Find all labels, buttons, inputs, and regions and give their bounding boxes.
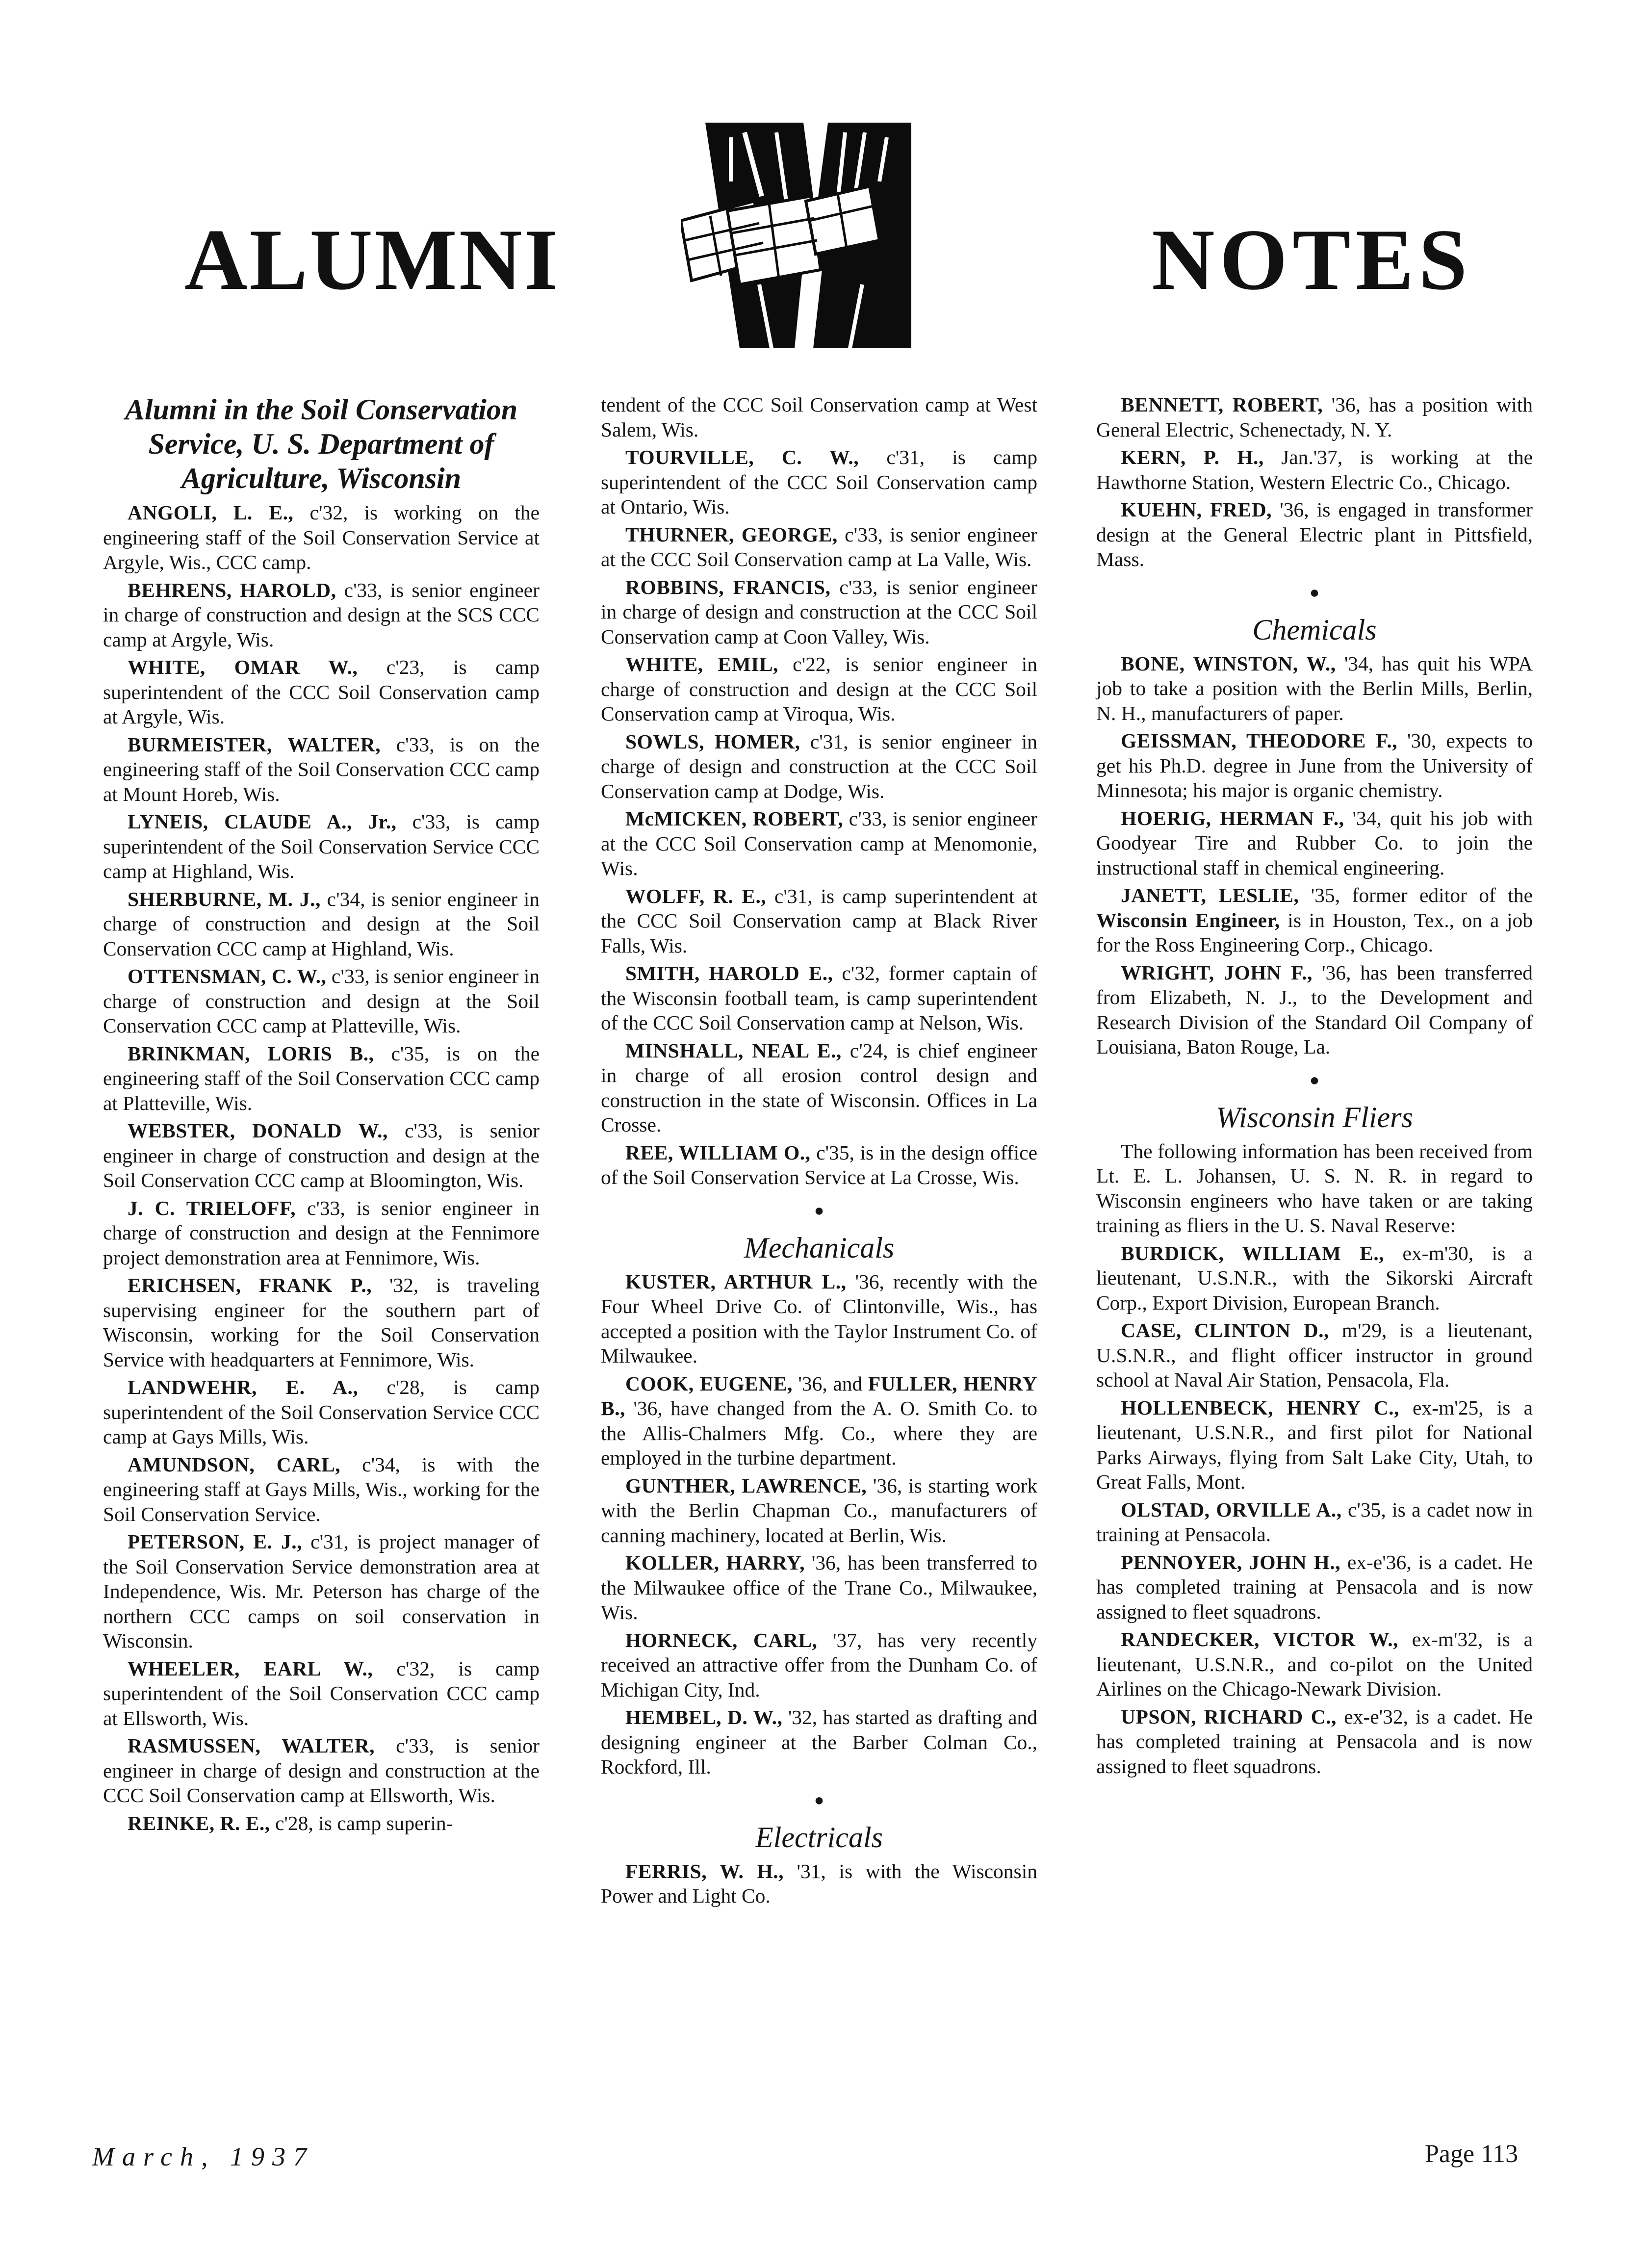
alumni-entry: [103, 655, 540, 729]
entry-text: c'28, is camp superin-: [270, 1811, 453, 1834]
entry-name: KUEHN, FRED,: [1121, 498, 1272, 521]
entry-name: McMICKEN, ROBERT,: [625, 807, 844, 830]
entry-name: JANETT, LESLIE,: [1121, 884, 1299, 906]
alumni-entry: [1096, 1550, 1533, 1624]
entry-text: c'33, is on the engineering staff of the Soil Conservation CCC camp at Mount Horeb, Wis.: [103, 733, 540, 805]
entry-text: '32, is traveling supervising engineer for the southern part of Wisconsin, working for the Soil Conservation Service with headquarters at Fennimore, Wis.: [103, 1274, 540, 1371]
entry-text: c'31, is project manager of the Soil Conservation Service demonstration area at Independence, Wis. Mr. Peterson has charge of the northern CCC camps on soil conservation in Wisconsin.: [103, 1530, 540, 1652]
entry-name: RASMUSSEN, WALTER,: [128, 1734, 375, 1757]
entry-text: '35, former editor of the: [1299, 884, 1533, 906]
entry-text: '32, has started as drafting and designing engineer at the Barber Colman Co., Rockford, Ill.: [601, 1706, 1037, 1778]
entry-name: BENNETT, ROBERT,: [1121, 393, 1323, 416]
entry-text: '36, and: [792, 1372, 868, 1395]
alumni-entry: [601, 575, 1037, 649]
column-1: [103, 392, 540, 1838]
entry-name: BEHRENS, HAROLD,: [128, 578, 336, 601]
entry-text: Jan.'37, is working at the Hawthorne Station, Western Electric Co., Chicago.: [1096, 446, 1533, 493]
entry-text: m'29, is a lieutenant, U.S.N.R., and flight officer instructor in ground school at Naval Air Station, Pensacola, Fla.: [1096, 1319, 1533, 1391]
entry-text: c'22, is senior engineer in charge of construction and design at the CCC Soil Conservation camp at Viroqua, Wis.: [601, 653, 1037, 725]
alumni-entry: [601, 1140, 1037, 1190]
header-title-notes: NOTES: [1152, 211, 1472, 308]
entry-text: c'34, is senior engineer in charge of construction and design at the Soil Conservation CCC camp at Highland, Wis.: [103, 887, 540, 960]
entry-text: c'31, is camp superintendent of the CCC Soil Conservation camp at Ontario, Wis.: [601, 446, 1038, 518]
entry-name: FERRIS, W. H.,: [625, 1859, 784, 1882]
entry-name: WRIGHT, JOHN F.,: [1121, 961, 1313, 984]
alumni-entry: [103, 578, 540, 652]
entry-text: '36, is starting work with the Berlin Chapman Co., manufacturers of canning machinery, located at Berlin, Wis.: [601, 1474, 1037, 1546]
fliers-intro: The following information has been received from Lt. E. L. Johansen, U. S. N. R. in regard to Wisconsin engineers who have taken or are taking training as fliers in the U. S. Naval Reserve:: [1096, 1139, 1533, 1237]
entry-text: '37, has very recently received an attractive offer from the Dunham Co. of Michigan City, Ind.: [601, 1628, 1037, 1701]
entry-text: c'35, is in the design office of the Soil Conservation Service at La Crosse, Wis.: [601, 1141, 1037, 1188]
column-3: [1096, 392, 1533, 1781]
entry-text: c'33, is senior engineer in charge of construction and design at the Fennimore project demonstration area at Fennimore, Wis.: [103, 1196, 540, 1269]
alumni-entry: [1096, 806, 1533, 880]
alumni-entry: [601, 1473, 1037, 1548]
entry-text: c'32, former captain of the Wisconsin football team, is camp superintendent of the CCC Soil Conservation camp at Nelson, Wis.: [601, 962, 1037, 1034]
alumni-entry: [601, 1859, 1037, 1908]
section-divider-bullet: ●: [1309, 1071, 1320, 1089]
wisconsin-w-logo: [681, 123, 931, 348]
section-heading-wisconsin-fliers: Wisconsin Fliers: [1216, 1101, 1413, 1134]
entry-text: c'33, is senior engineer in charge of construction and design at the Soil Conservation CCC camp at Platteville, Wis.: [103, 965, 540, 1037]
alumni-entry: [601, 522, 1037, 572]
entry-text: '31, is with the Wisconsin Power and Light Co.: [601, 1859, 1037, 1907]
alumni-entry: [601, 806, 1037, 881]
entry-name: HOERIG, HERMAN F.,: [1121, 806, 1344, 829]
alumni-entry: [1096, 392, 1533, 442]
section-divider-bullet: ●: [814, 1201, 824, 1220]
entry-name: PENNOYER, JOHN H.,: [1121, 1550, 1341, 1573]
entry-text: c'31, is senior engineer in charge of design and construction at the CCC Soil Conservation camp at Dodge, Wis.: [601, 730, 1037, 802]
entry-text: c'31, is camp superintendent at the CCC Soil Conservation camp at Black River Falls, Wis.: [601, 884, 1037, 957]
section-heading-chemicals: Chemicals: [1252, 613, 1377, 646]
entry-text: ex-m'32, is a lieutenant, U.S.N.R., and co-pilot on the United Airlines on the Chicago-Newark Division.: [1096, 1628, 1533, 1700]
entry-text: c'28, is camp superintendent of the Soil Conservation Service CCC camp at Gays Mills, Wis.: [103, 1376, 540, 1448]
entry-text: c'24, is chief engineer in charge of all erosion control design and construction in the state of Wisconsin. Offices in La Crosse.: [601, 1039, 1037, 1136]
entry-text: c'33, is senior engineer in charge of construction and design at the Soil Conservation CCC camp at Bloomington, Wis.: [103, 1119, 540, 1191]
entry-text: '36, has been transferred from Elizabeth, N. J., to the Development and Research Division of the Standard Oil Company of Louisiana, Baton Rouge, La.: [1096, 961, 1533, 1058]
entry-name: UPSON, RICHARD C.,: [1121, 1705, 1337, 1728]
entry-name: WHEELER, EARL W.,: [128, 1657, 373, 1680]
entry-name: HORNECK, CARL,: [625, 1628, 818, 1651]
entry-name: BONE, WINSTON, W.,: [1121, 652, 1336, 675]
entry-text: '36, is engaged in transformer design at the General Electric plant in Pittsfield, Mass.: [1096, 498, 1533, 570]
entry-name: TOURVILLE, C. W.,: [625, 446, 859, 468]
alumni-entry: [1096, 1497, 1533, 1547]
entry-name: ANGOLI, L. E.,: [128, 501, 294, 524]
entry-name: HOLLENBECK, HENRY C.,: [1121, 1396, 1399, 1419]
alumni-entry: [103, 1196, 540, 1270]
entry-text: c'32, is working on the engineering staff of the Soil Conservation Service at Argyle, Wis., CCC camp.: [103, 501, 540, 573]
entry-name: WHITE, EMIL,: [625, 653, 778, 675]
entry-name: WHITE, OMAR W.,: [128, 656, 358, 678]
alumni-entry: [103, 1375, 540, 1449]
entry-name: PETERSON, E. J.,: [128, 1530, 302, 1553]
alumni-entry: [103, 964, 540, 1038]
alumni-entry: [1096, 883, 1533, 957]
section-divider-bullet: ●: [1309, 583, 1320, 602]
entry-name: THURNER, GEORGE,: [625, 523, 838, 546]
alumni-entry: [1096, 960, 1533, 1059]
entry-name: REINKE, R. E.,: [128, 1811, 270, 1834]
alumni-entry: [601, 729, 1037, 804]
header-title-alumni: ALUMNI: [184, 211, 560, 308]
entry-name: BRINKMAN, LORIS B.,: [128, 1042, 374, 1065]
entry-text: c'35, is a cadet now in training at Pensacola.: [1096, 1498, 1533, 1546]
entry-name: GEISSMAN, THEODORE F.,: [1121, 729, 1398, 752]
page-number: Page 113: [1425, 2140, 1519, 2168]
entry-name: COOK, EUGENE,: [625, 1372, 793, 1395]
alumni-entry: [1096, 445, 1533, 494]
alumni-entry: [103, 1041, 540, 1116]
entry-text: '36, have changed from the A. O. Smith Co. to the Allis-Chalmers Mfg. Co., where they are employed in the turbine department.: [601, 1397, 1037, 1469]
section-heading-soil-conservation: Alumni in the Soil Conservation Service, U. S. Department of Agriculture, Wisconsin: [125, 393, 518, 494]
entry-name: WEBSTER, DONALD W.,: [128, 1119, 388, 1142]
alumni-entry: [601, 1705, 1037, 1779]
entry-name: OLSTAD, ORVILLE A.,: [1121, 1498, 1342, 1521]
entry-text: is in Houston, Tex., on a job for the Ross Engineering Corp., Chicago.: [1096, 908, 1533, 956]
entry-text: '36, recently with the Four Wheel Drive Co. of Clintonville, Wis., has accepted a position with the Taylor Instrument Co. of Milwaukee.: [601, 1270, 1037, 1367]
entry-text: c'34, is with the engineering staff at Gays Mills, Wis., working for the Soil Conservation Service.: [103, 1453, 540, 1525]
alumni-entry: [601, 1269, 1037, 1368]
section-divider-bullet: ●: [814, 1791, 824, 1809]
entry-name: SHERBURNE, M. J.,: [128, 887, 321, 910]
alumni-entry: [103, 1118, 540, 1193]
entry-name: SMITH, HAROLD E.,: [625, 962, 833, 984]
entry-text: c'35, is on the engineering staff of the Soil Conservation CCC camp at Platteville, Wis.: [103, 1042, 540, 1114]
entry-name: SOWLS, HOMER,: [625, 730, 800, 753]
entry-text: c'33, is senior engineer in charge of construction and design at the SCS CCC camp at Argyle, Wis.: [103, 578, 540, 651]
entry-text: '36, has been transferred to the Milwaukee office of the Trane Co., Milwaukee, Wis.: [601, 1551, 1037, 1624]
entry-name: CASE, CLINTON D.,: [1121, 1319, 1329, 1341]
alumni-entry: [103, 887, 540, 961]
alumni-entry: [601, 445, 1037, 519]
alumni-entry: [601, 961, 1037, 1035]
alumni-entry: [601, 1550, 1037, 1625]
entry-name: ERICHSEN, FRANK P.,: [128, 1274, 372, 1296]
entry-name: BURMEISTER, WALTER,: [128, 733, 381, 756]
entry-text: c'32, is camp superintendent of the Soil Conservation CCC camp at Ellsworth, Wis.: [103, 1657, 540, 1729]
alumni-entry: [103, 1656, 540, 1731]
entry-text: c'23, is camp superintendent of the CCC Soil Conservation camp at Argyle, Wis.: [103, 656, 540, 728]
alumni-entry: [1096, 1318, 1533, 1392]
entry-name: LYNEIS, CLAUDE A., Jr.,: [128, 810, 397, 833]
entry-name-2: FULLER, HENRY B.,: [601, 1372, 1037, 1419]
alumni-entry: [1096, 1627, 1533, 1701]
entry-name: OTTENSMAN, C. W.,: [128, 965, 327, 987]
entry-list: [103, 500, 540, 1835]
alumni-entry: [1096, 728, 1533, 803]
entry-name: REE, WILLIAM O.,: [625, 1141, 811, 1164]
entry-text: c'33, is senior engineer in charge of design and construction at the CCC Soil Conservation camp at Coon Valley, Wis.: [601, 575, 1037, 648]
entry-text: '34, has quit his WPA job to take a position with the Berlin Mills, Berlin, N. H., manufacturers of paper.: [1096, 652, 1533, 724]
entry-text: ex-e'36, is a cadet. He has completed training at Pensacola and is now assigned to fleet squadrons.: [1096, 1550, 1533, 1623]
alumni-entry: [601, 884, 1037, 958]
entry-name: HEMBEL, D. W.,: [625, 1706, 783, 1728]
entry-name: MINSHALL, NEAL E.,: [625, 1039, 842, 1062]
alumni-entry: [1096, 651, 1533, 726]
alumni-entry: [103, 1452, 540, 1527]
entry-name: LANDWEHR, E. A.,: [128, 1376, 359, 1398]
entry-name: RANDECKER, VICTOR W.,: [1121, 1628, 1399, 1650]
alumni-entry: [103, 1273, 540, 1372]
section-heading-mechanicals: Mechanicals: [744, 1231, 895, 1264]
entry-name: J. C. TRIELOFF,: [128, 1196, 296, 1219]
entry-name: KUSTER, ARTHUR L.,: [625, 1270, 847, 1293]
alumni-entry: [1096, 497, 1533, 572]
alumni-entry: [103, 732, 540, 807]
entry-name: ROBBINS, FRANCIS,: [625, 575, 831, 598]
alumni-entry: [601, 1371, 1037, 1470]
entry-name: GUNTHER, LAWRENCE,: [625, 1474, 867, 1497]
entry-text: c'33, is senior engineer in charge of design and construction at the CCC Soil Conservation camp at Ellsworth, Wis.: [103, 1734, 540, 1806]
alumni-entry: [103, 1733, 540, 1808]
entry-name: BURDICK, WILLIAM E.,: [1121, 1241, 1385, 1264]
entry-text: '36, has a position with General Electric, Schenectady, N. Y.: [1096, 393, 1533, 441]
entry-name: KOLLER, HARRY,: [625, 1551, 805, 1574]
entry-text: ex-e'32, is a cadet. He has completed training at Pensacola and is now assigned to fleet squadrons.: [1096, 1705, 1533, 1778]
alumni-entry: [601, 652, 1037, 726]
alumni-entry: [1096, 1704, 1533, 1779]
alumni-entry: [1096, 1241, 1533, 1315]
alumni-entry: [103, 500, 540, 575]
entry-name: WOLFF, R. E.,: [625, 884, 767, 907]
entry-name-2: Wisconsin Engineer,: [1096, 908, 1280, 931]
entry-name: KERN, P. H.,: [1121, 446, 1264, 468]
alumni-entry: [601, 1628, 1037, 1702]
entry-text: '30, expects to get his Ph.D. degree in June from the University of Minnesota; his major is organic chemistry.: [1096, 729, 1533, 801]
issue-date: March, 1937: [92, 2142, 314, 2171]
alumni-entry: [103, 1529, 540, 1653]
entry-name: AMUNDSON, CARL,: [128, 1453, 341, 1476]
entry-text: ex-m'25, is a lieutenant, U.S.N.R., and first pilot for National Parks Airways, flying from Salt Lake City, Utah, to Great Falls, Mont.: [1096, 1396, 1533, 1493]
alumni-entry: [103, 1811, 540, 1836]
alumni-entry: [1096, 1395, 1533, 1495]
entry-text: c'33, is camp superintendent of the Soil Conservation Service CCC camp at Highland, Wis.: [103, 810, 540, 882]
entry-text: c'33, is senior engineer at the CCC Soil Conservation camp at La Valle, Wis.: [601, 523, 1037, 570]
section-heading-electricals: Electricals: [755, 1821, 883, 1854]
entry-text: c'33, is senior engineer at the CCC Soil Conservation camp at Menomonie, Wis.: [601, 807, 1037, 879]
continued-text: tendent of the CCC Soil Conservation camp at West Salem, Wis.: [601, 393, 1037, 441]
alumni-entry: [601, 1038, 1037, 1137]
entry-text: '34, quit his job with Goodyear Tire and Rubber Co. to join the instructional staff in chemical engineering.: [1096, 806, 1533, 879]
column-2: [601, 392, 1037, 1911]
alumni-entry: [103, 809, 540, 884]
entry-text: ex-m'30, is a lieutenant, U.S.N.R., with the Sikorski Aircraft Corp., Export Division, European Branch.: [1096, 1241, 1533, 1314]
